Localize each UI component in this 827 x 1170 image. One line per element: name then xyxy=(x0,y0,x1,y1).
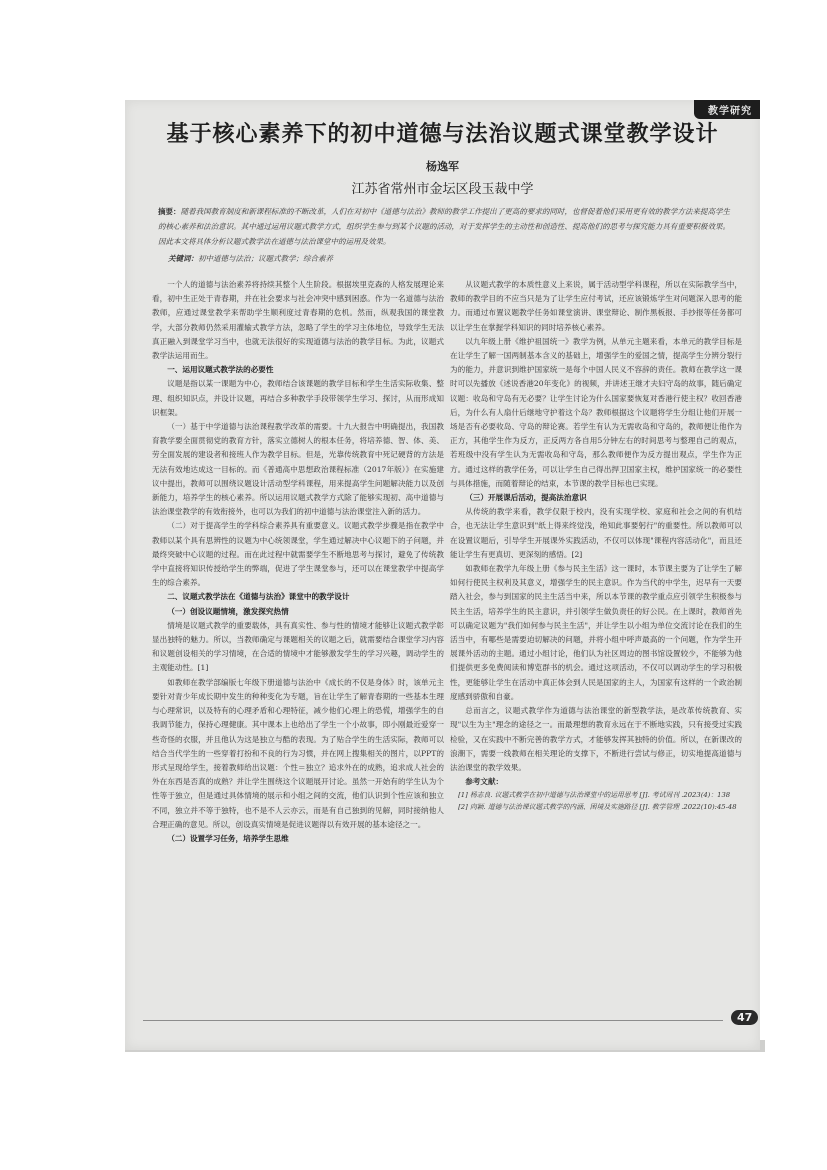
section-heading: 二、议题式教学法在《道德与法治》课堂中的教学设计 xyxy=(167,592,350,602)
paragraph: 如教师在教学九年级上册《参与民主生活》这一课时，本节课主要为了让学生了解如何行使民主权利及其意义，增强学生的民主意识。作为当代的中学生，迟早有一天要踏入社会，参与到国家的民主生活当中来，所以本节课的教学重点应引领学生积极参与民主生活，培养学生的民主意识，并引领学生做负责任的好公民。在上课时，教师首先可以确定议题为"我们如何参与民主生活"，并让学生以小组为单位交流讨论在我们的生活当中，有哪些是需要迫切解决的问题，并将小组中呼声最高的一个问题，作为学生开展课外活动的主题。通过小组讨论，他们认为社区周边的图书馆设置较少，不能够为他们提供更多免费阅读和博览群书的机会。通过这项活动，不仅可以调动学生的学习积极性，更能够让学生在活动中真正体会到人民是国家的主人，为国家有这样的一个政治制度感到骄傲和自豪。 xyxy=(450,564,742,701)
reference-entry: [2] 向颖. 道德与法治课议题式教学的内涵、困境及实施路径 [J]. 教学管理 .2022(10):45-48 xyxy=(458,803,737,812)
journal-page xyxy=(125,100,760,1050)
article-author: 杨逸军 xyxy=(426,160,459,173)
paragraph: （二）对于提高学生的学科综合素养具有重要意义。议题式教学步骤是指在教学中教师以某个具有思辨性的议题为中心统领课堂，学生通过解决中心议题下的子问题，并最终突破中心议题的过程。而在此过程中就需要学生不断地思考与探讨，避免了传统教学中直接将知识传授给学生的弊端，促进了学生课堂参与，还可以在课堂教学中提高学生的综合素养。 xyxy=(152,521,444,588)
author-affiliation: 江苏省常州市金坛区段玉裁中学 xyxy=(351,182,534,197)
paragraph: 议题是指以某一课题为中心，教师结合该课题的教学目标和学生生活实际收集、整理、组织知识点，并设计议题，再结合多种教学手段带领学生学习、探讨，从而形成知识框架。 xyxy=(152,379,444,417)
section-tag: 教学研究 xyxy=(694,100,760,119)
keywords-line xyxy=(168,253,333,264)
abstract-text: 随着我国教育制度和新课程标准的不断改革，人们在对初中《道德与法治》教师的教学工作提出了更高的要求的同时，也督促着他们采用更有效的教学方法来提高学生的核心素养和法治意识。其中通过运用议题式教学方式，组织学生参与到某个议题的活动，对于发挥学生的主动性和创造性、提高他们的思考与探究能力具有重要积极效果。因此本文将具体分析议题式教学法在道德与法治课堂中的运用及效果。 xyxy=(158,207,731,246)
subsection-heading: （一）创设议题情境，激发探究热情 xyxy=(167,606,289,616)
paragraph: 总而言之，议题式教学作为道德与法治课堂的新型教学法，是改革传统教育、实现"以生为主"理念的途径之一。而最理想的教育永远在于不断地实践，只有接受过实践检验，又在实践中不断完善的教学方式，才能够发挥其独特的价值。所以，在新课改的浪潮下，需要一线教师在相关理论的支撑下，不断进行尝试与修正，切实地提高道德与法治课堂的教学效果。 xyxy=(450,706,742,772)
footer-rule xyxy=(143,1020,723,1021)
paragraph: （一）基于中学道德与法治课程教学改革的需要。十九大报告中明确提出，我国教育教学要全面贯彻党的教育方针，落实立德树人的根本任务，将培养德、智、体、美、劳全面发展的建设者和接班人作为教学目标。但是，光靠传统教育中死记硬背的方法是无法有效地达成这一目标的。而《普通高中思想政治课程标准（2017年版）》在实施建议中提出，教师可以围绕议题设计活动型学科课程，用来提高学生问题解决能力以及创新能力，培养学生的核心素养。所以运用议题式教学方式除了能够实现初、高中道德与法治课堂教学的有效衔接外，也可以为我们的初中道德与法治课堂注入新的活力。 xyxy=(152,422,444,517)
subsection-heading: （二）设置学习任务，培养学生思维 xyxy=(167,833,289,843)
abstract-block xyxy=(158,204,730,249)
section-heading: 一、运用议题式教学法的必要性 xyxy=(167,365,274,375)
subsection-heading: （三）开展课后活动，提高法治意识 xyxy=(465,493,587,503)
paragraph: 一个人的道德与法治素养将持续其整个人生阶段。根据埃里克森的人格发展理论来看，初中生正处于青春期，并在社会要求与社会冲突中感到困惑。作为一名道德与法治教师，应通过课堂教学来帮助学生顺利度过青春期的危机。然而，纵观我国的课堂教学，大部分教师仍然采用灌输式教学方法，忽略了学生的学习主体地位，导致学生无法真正融入到课堂学习当中，也就无法很好的实现道德与法治的教学目标。为此，议题式教学法运用而生。 xyxy=(152,280,444,361)
references-label: 参考文献： xyxy=(465,777,504,787)
abstract-label: 摘要： xyxy=(158,207,181,216)
keywords-text: 初中道德与法治；议题式教学；综合素养 xyxy=(198,254,333,263)
paragraph: 情境是议题式教学的重要载体，具有真实性、参与性的情境才能够让议题式教学彰显出独特的魅力。所以，当教师确定与课题相关的议题之后，就需要结合课堂学习内容和议题创设相关的学习情境，在合适的情境中才能够激发学生的学习兴趣，调动学生的主观能动性。[1] xyxy=(152,620,444,673)
keywords-label: 关键词： xyxy=(168,254,198,263)
article-title: 基于核心素养下的初中道德与法治议题式课堂教学设计 xyxy=(166,122,719,147)
paragraph: 从传统的教学来看，教学仅限于校内，没有实现学校、家庭和社会之间的有机结合，也无法让学生意识到"纸上得来终觉浅，绝知此事要躬行"的重要性。所以教师可以在设置议题后，引导学生开展课外实践活动，不仅可以体现"课程内容活动化"，而且还能让学生有更真切、更深刻的感悟。[2] xyxy=(450,507,742,559)
reference-entry: [1] 杨志良. 议题式教学在初中道德与法治课堂中的运用思考 [J]. 考试周刊 .2023(4)：138 xyxy=(458,791,731,800)
paragraph: 如教师在教学部编版七年级下册道德与法治中《成长的不仅是身体》时，该单元主要针对青少年成长期中发生的种种变化为专题，旨在让学生了解青春期的一些基本生理与心理常识，以及特有的心理矛盾和心理特征，减少他们心理上的恐慌，增强学生的自我调节能力，保持心理健康。其中课本上也给出了学生一个小故事，即小刚最近爱穿一些奇怪的衣服，并且他认为这是独立与酷的表现。为了贴合学生的生活实际，教师可以结合当代学生的一些穿着打扮和不良的行为习惯，并在网上搜集相关的图片，以PPT的形式呈现给学生，接着教师给出议题：个性＝独立？追求外在的成熟，追求成人社会的外在东西是否真的成熟？并让学生围绕这个议题展开讨论。虽然一开始有的学生认为个性等于独立，但是通过具体情境的展示和小组之间的交流，他们认识到个性应该和独立不同，独立并不等于独特，也不是不人云亦云，而是有自己独到的见解，同时接纳他人合理正确的意见。所以，创设真实情境是促进议题得以有效开展的基本途径之一。 xyxy=(152,677,444,829)
right-column xyxy=(450,278,742,813)
left-column xyxy=(152,278,444,846)
page-number: 47 xyxy=(731,1010,758,1025)
paragraph: 以九年级上册《维护祖国统一》教学为例，从单元主题来看，本单元的教学目标是在让学生了解一国两制基本含义的基础上，增强学生的爱国之情，提高学生分辨分裂行为的能力，并意识到维护国家统一是每个中国人民义不容辞的责任。教师在教学这一课时可以先播放《述说香港20年变化》的视频，并讲述王继才夫妇守岛的故事，随后确定议题：收岛和守岛有无必要？让学生讨论为什么国家要恢复对香港行使主权？收回香港后，为什么有人扇什后继地守护着这个岛？教师根据这个议题将学生分组让他们开展一场是否有必要收岛、守岛的辩论赛。若学生有认为无需收岛和守岛的，教师便让他作为正方，其他学生作为反方，正反两方各自用5分钟左右的时间思考与整理自己的观点，若班级中没有学生认为无需收岛和守岛，那么教师便作为反方提出观点，学生作为正方。通过这样的教学任务，可以让学生自己得出捍卫国家主权，维护国家统一的必要性与具体措施，而随着辩论的结束，本节课的教学目标也已实现。 xyxy=(450,336,742,488)
paragraph: 从议题式教学的本质性意义上来说，属于活动型学科课程，所以在实际教学当中，教师的教学目的不应当只是为了让学生应付考试，还应该锻炼学生对问题深入思考的能力。而通过布置议题教学任务如课堂演讲、课堂辩论、制作黑板报、手抄报等任务都可以让学生在掌握学科知识的同时培养核心素养。 xyxy=(450,280,742,332)
